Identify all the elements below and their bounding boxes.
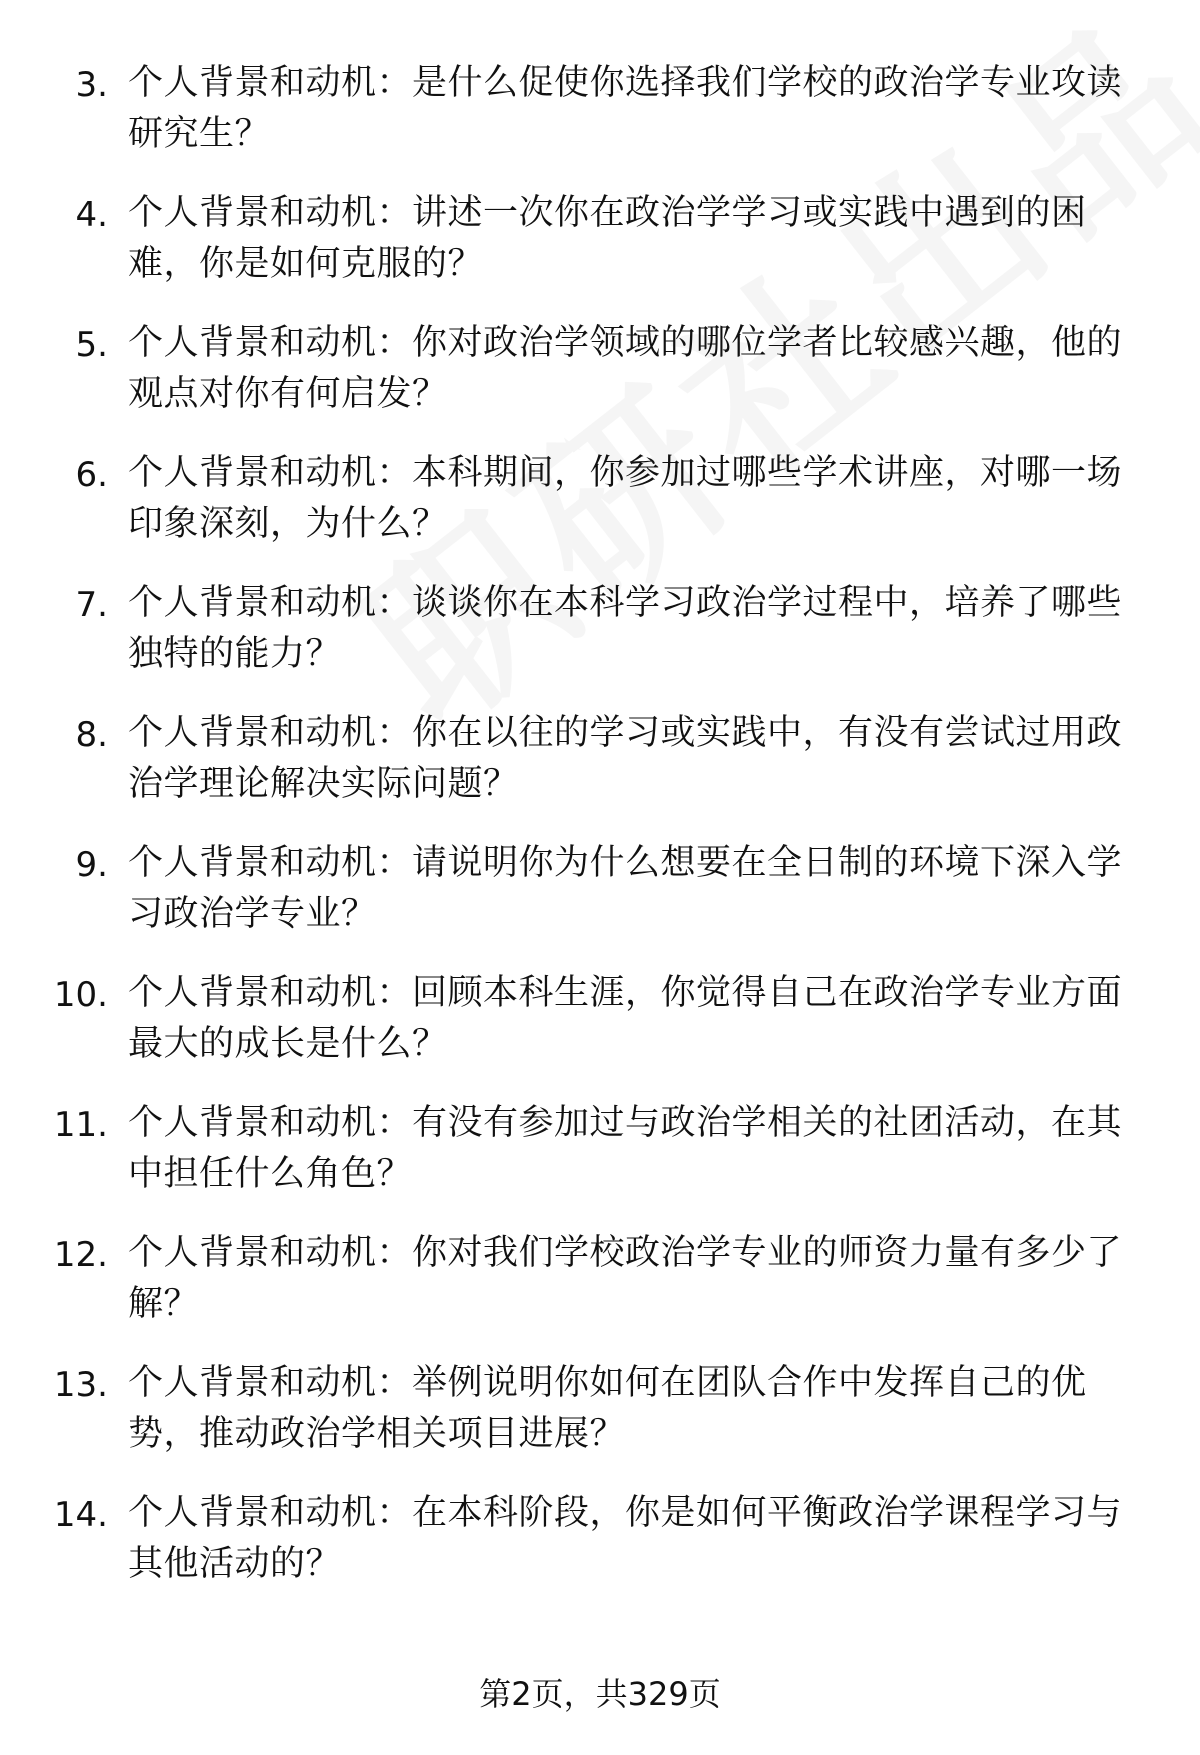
question-text: 个人背景和动机：举例说明你如何在团队合作中发挥自己的优势，推动政治学相关项目进展？ bbox=[128, 1363, 1087, 1454]
question-number: 11. bbox=[53, 1105, 108, 1145]
question-number: 7. bbox=[75, 585, 108, 625]
question-text: 个人背景和动机：有没有参加过与政治学相关的社团活动，在其中担任什么角色？ bbox=[128, 1103, 1123, 1194]
question-item bbox=[0, 968, 1200, 1098]
question-number: 14. bbox=[53, 1495, 108, 1535]
question-item bbox=[0, 1098, 1200, 1228]
question-text: 个人背景和动机：回顾本科生涯，你觉得自己在政治学专业方面最大的成长是什么？ bbox=[128, 973, 1123, 1064]
question-text: 个人背景和动机：请说明你为什么想要在全日制的环境下深入学习政治学专业？ bbox=[128, 843, 1123, 934]
question-text: 个人背景和动机：本科期间，你参加过哪些学术讲座，对哪一场印象深刻，为什么？ bbox=[128, 453, 1123, 544]
question-number: 10. bbox=[53, 975, 108, 1015]
question-item bbox=[0, 578, 1200, 708]
question-item bbox=[0, 58, 1200, 188]
question-number: 3. bbox=[75, 65, 108, 105]
question-text: 个人背景和动机：谈谈你在本科学习政治学过程中，培养了哪些独特的能力？ bbox=[128, 583, 1123, 674]
page-footer: 第2页，共329页 bbox=[479, 1675, 721, 1713]
question-item bbox=[0, 708, 1200, 838]
question-number: 9. bbox=[75, 845, 108, 885]
question-text: 个人背景和动机：是什么促使你选择我们学校的政治学专业攻读研究生？ bbox=[128, 63, 1123, 154]
question-number: 6. bbox=[75, 455, 108, 495]
question-text: 个人背景和动机：你对政治学领域的哪位学者比较感兴趣，他的观点对你有何启发？ bbox=[128, 323, 1123, 414]
question-text: 个人背景和动机：讲述一次你在政治学学习或实践中遇到的困难，你是如何克服的？ bbox=[128, 193, 1087, 284]
question-number: 8. bbox=[75, 715, 108, 755]
question-item bbox=[0, 188, 1200, 318]
question-number: 12. bbox=[53, 1235, 108, 1275]
question-item bbox=[0, 1358, 1200, 1488]
question-item bbox=[0, 1228, 1200, 1358]
question-item bbox=[0, 838, 1200, 968]
question-number: 4. bbox=[75, 195, 108, 235]
question-number: 5. bbox=[75, 325, 108, 365]
question-text: 个人背景和动机：你在以往的学习或实践中，有没有尝试过用政治学理论解决实际问题？ bbox=[128, 713, 1123, 804]
question-list bbox=[0, 58, 1200, 1618]
question-text: 个人背景和动机：你对我们学校政治学专业的师资力量有多少了解？ bbox=[128, 1233, 1123, 1324]
question-item bbox=[0, 448, 1200, 578]
question-number: 13. bbox=[53, 1365, 108, 1405]
question-item bbox=[0, 1488, 1200, 1618]
question-text: 个人背景和动机：在本科阶段，你是如何平衡政治学课程学习与其他活动的？ bbox=[128, 1493, 1123, 1584]
question-item bbox=[0, 318, 1200, 448]
